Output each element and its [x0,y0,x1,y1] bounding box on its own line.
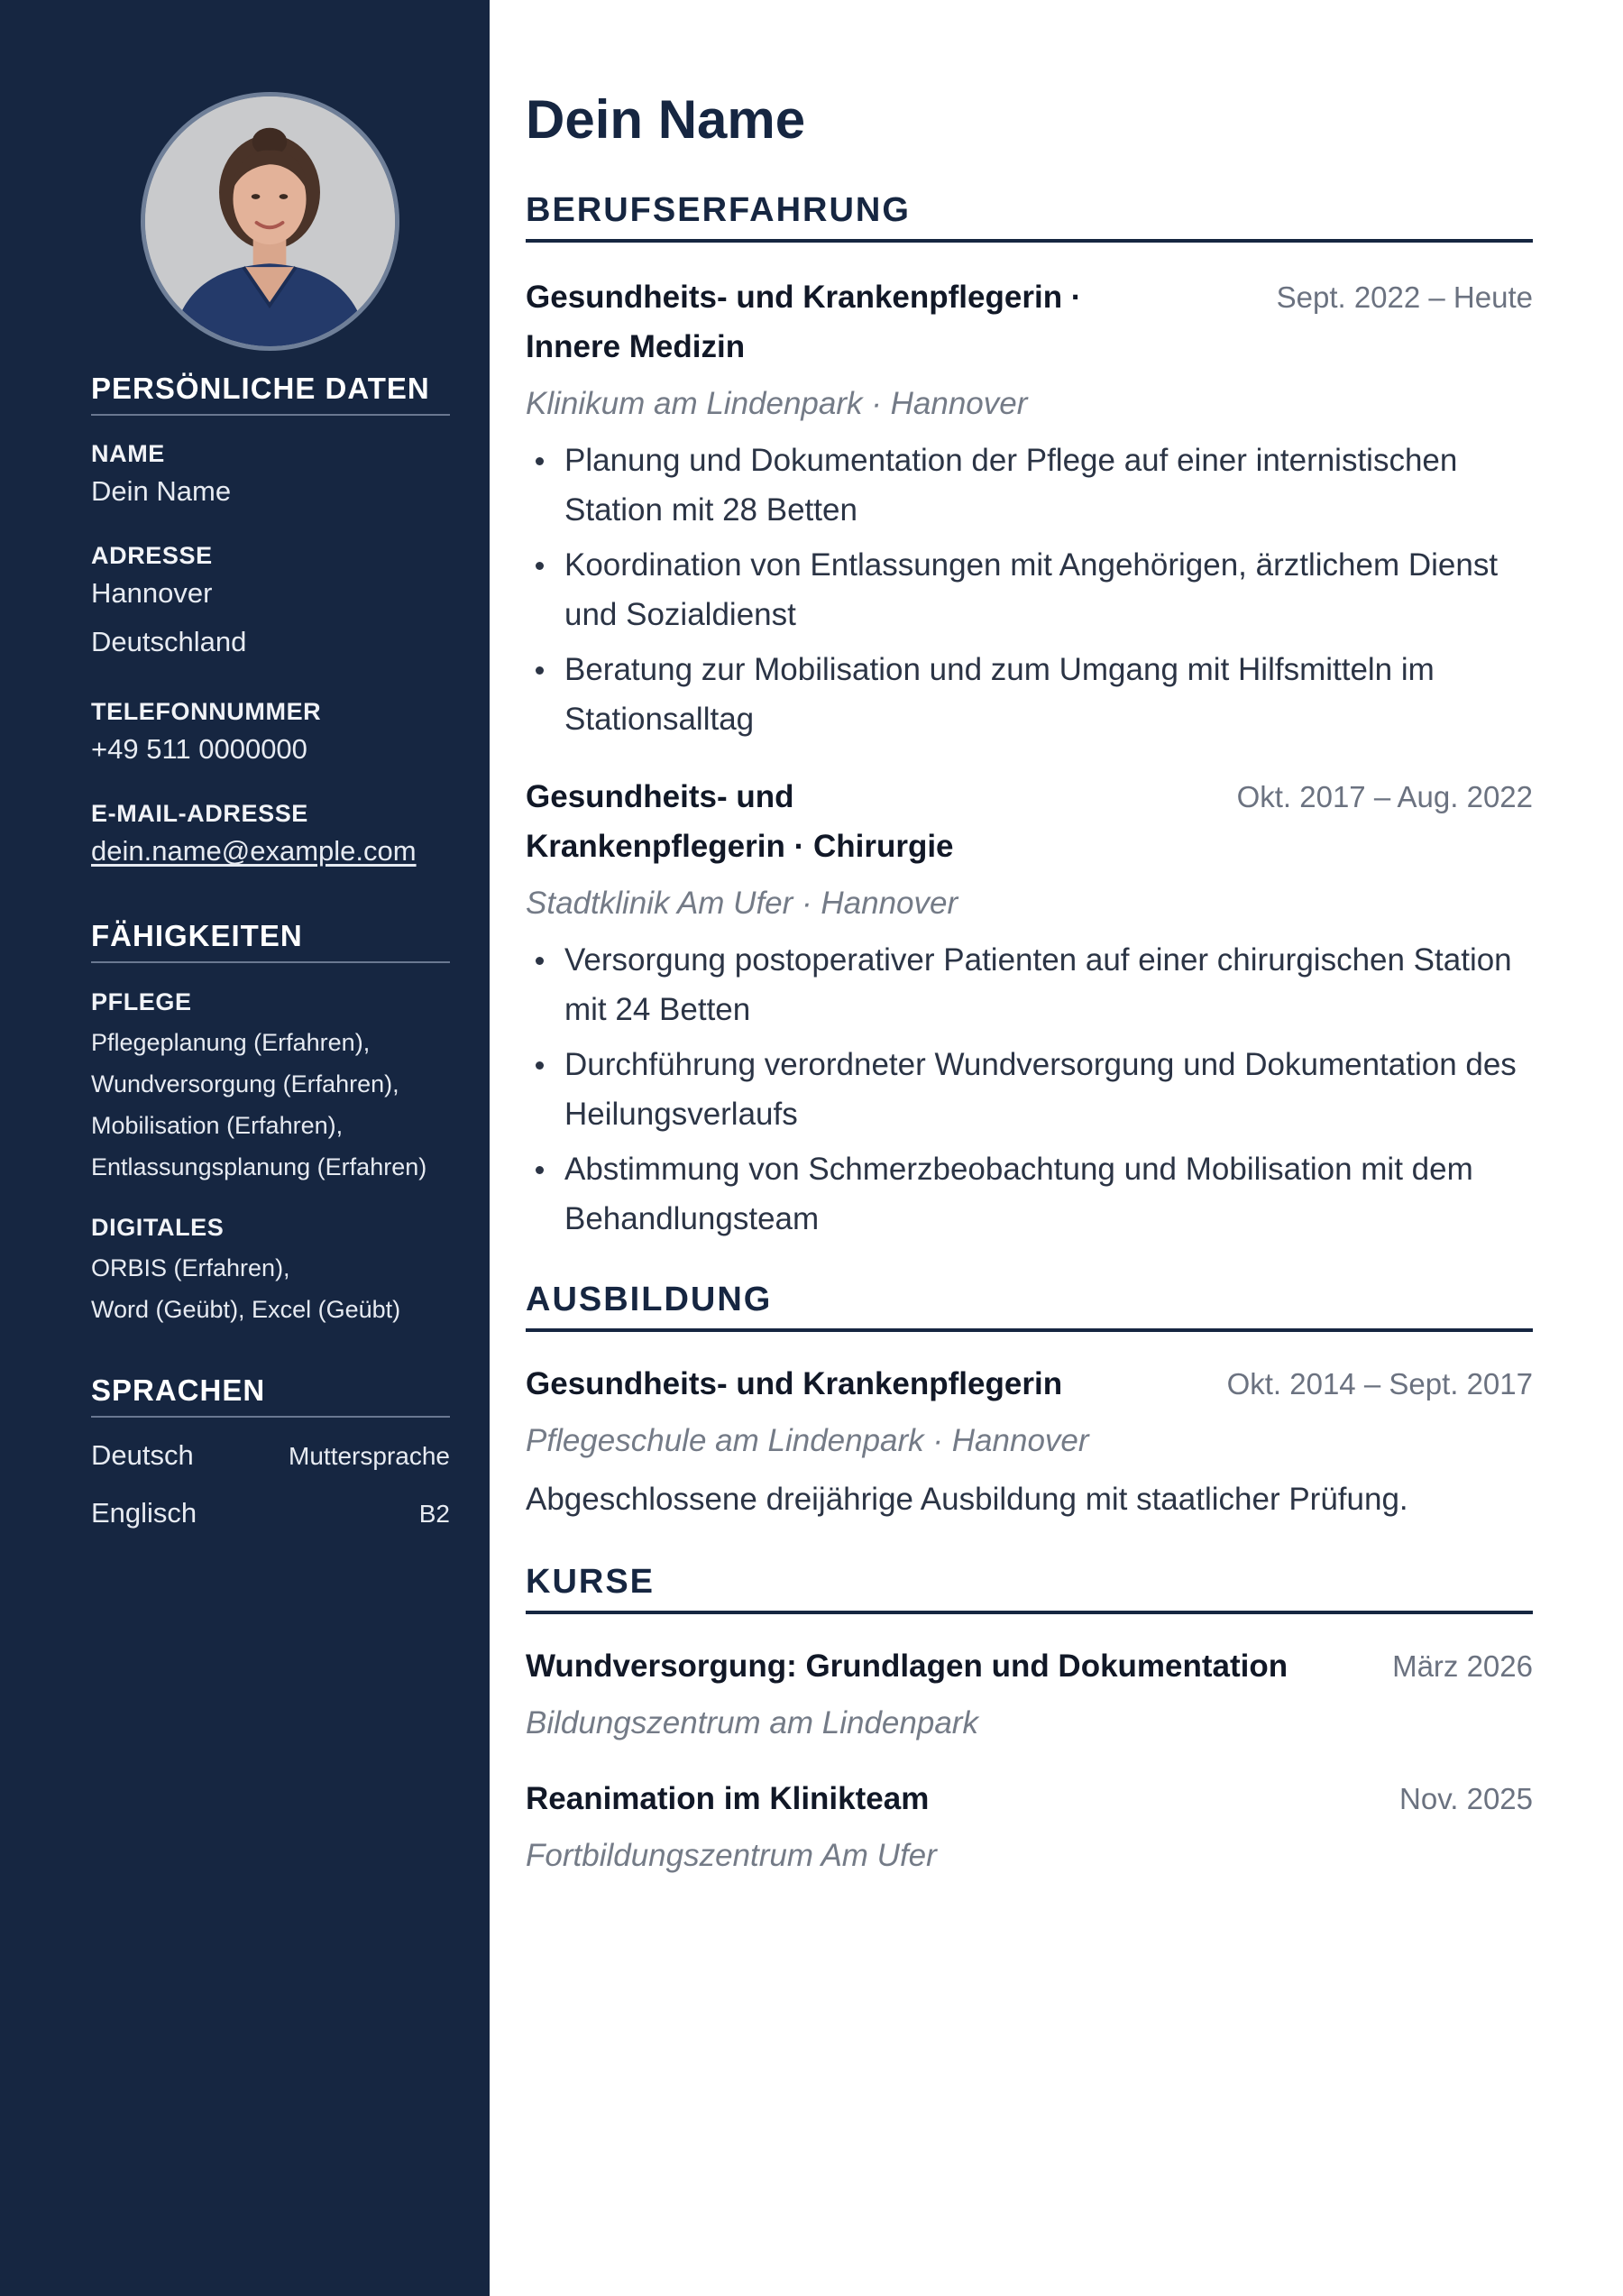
languages-heading: SPRACHEN [91,1373,450,1418]
entry-title: Gesundheits- und Krankenpflegerin [526,1366,1063,1401]
sidebar [0,0,490,2296]
skill-group-digitales [91,1214,450,1330]
personal-data-heading: PERSÖNLICHE DATEN [91,372,450,416]
address-line-1: Hannover [91,577,213,609]
experience-entry [526,272,1533,749]
entry-organization: Stadtklinik Am Ufer · Hannover [526,886,958,921]
language-name: Deutsch [91,1439,194,1471]
phone-value: +49 511 0000000 [91,733,307,765]
experience-entry [526,772,1533,1249]
phone-label: TELEFONNUMMER [91,698,322,725]
skill-line: Wundversorgung (Erfahren), [91,1070,399,1097]
entry-title-line: Innere Medizin [526,329,746,364]
education-section [526,1281,1533,1332]
entry-description: Abgeschlossene dreijährige Ausbildung mit staatlicher Prüfung. [526,1482,1408,1517]
entry-bullets [526,436,1533,744]
skill-line: Word (Geübt), Excel (Geübt) [91,1296,401,1323]
entry-organization: Klinikum am Lindenpark · Hannover [526,386,1028,421]
list-item: Versorgung postoperativer Patienten auf einer chirurgischen Station mit 24 Betten [526,935,1533,1034]
entry-title: Reanimation im Klinikteam [526,1781,930,1816]
entry-date: Nov. 2025 [1399,1782,1533,1815]
phone-field [91,698,450,766]
entry-organization: Pflegeschule am Lindenpark · Hannover [526,1423,1089,1458]
page-title: Dein Name [526,89,806,150]
address-line-2: Deutschland [91,626,247,657]
languages-section [91,1373,450,1418]
entry-date: Okt. 2014 – Sept. 2017 [1226,1367,1533,1401]
courses-heading: KURSE [526,1563,1533,1614]
email-link[interactable]: dein.name@example.com [91,835,417,867]
entry-date: März 2026 [1392,1649,1533,1683]
language-item [91,1497,450,1555]
entry-bullets [526,935,1533,1244]
course-entry [526,1641,1533,1748]
email-label: E-MAIL-ADRESSE [91,800,308,827]
list-item: Abstimmung von Schmerzbeobachtung und Mobilisation mit dem Behandlungsteam [526,1144,1533,1244]
name-field [91,440,450,508]
education-heading: AUSBILDUNG [526,1281,1533,1332]
education-entry [526,1359,1533,1524]
skill-group-label: DIGITALES [91,1214,225,1241]
entry-title: Wundversorgung: Grundlagen und Dokumentation [526,1649,1288,1684]
skill-line: Entlassungsplanung (Erfahren) [91,1153,427,1180]
entry-title-line: Krankenpflegerin · Chirurgie [526,829,954,864]
skill-group-label: PFLEGE [91,988,192,1015]
language-item [91,1439,450,1497]
skills-section [91,919,450,963]
address-label: ADRESSE [91,542,213,569]
entry-title [526,772,954,871]
entry-organization: Fortbildungszentrum Am Ufer [526,1838,937,1873]
language-level: B2 [418,1500,450,1528]
skills-heading: FÄHIGKEITEN [91,919,450,963]
main-content [526,0,1533,2296]
list-item: Koordination von Entlassungen mit Angehörigen, ärztlichem Dienst und Sozialdienst [526,540,1533,639]
skill-line: Pflegeplanung (Erfahren), [91,1029,371,1056]
entry-title [526,272,1081,372]
languages-list [91,1439,450,1555]
profile-photo [141,92,399,351]
experience-heading: BERUFSERFAHRUNG [526,191,1533,243]
language-name: Englisch [91,1497,197,1529]
list-item: Beratung zur Mobilisation und zum Umgang mit Hilfsmitteln im Stationsalltag [526,645,1533,744]
address-field [91,542,450,658]
entry-organization: Bildungszentrum am Lindenpark [526,1705,978,1740]
courses-section [526,1563,1533,1614]
language-level: Muttersprache [289,1442,450,1470]
profile-photo-image [145,96,395,346]
entry-title-line: Gesundheits- und Krankenpflegerin · [526,280,1082,315]
skill-line: Mobilisation (Erfahren), [91,1112,344,1139]
name-label: NAME [91,440,165,467]
personal-data-section [91,372,450,416]
entry-title-line: Gesundheits- und [526,779,794,814]
experience-section [526,191,1533,243]
course-entry [526,1774,1533,1880]
entry-date: Okt. 2017 – Aug. 2022 [1236,780,1533,813]
list-item: Durchführung verordneter Wundversorgung und Dokumentation des Heilungsverlaufs [526,1040,1533,1139]
list-item: Planung und Dokumentation der Pflege auf einer internistischen Station mit 28 Betten [526,436,1533,535]
skill-group-pflege [91,988,450,1188]
email-field [91,800,450,868]
entry-date: Sept. 2022 – Heute [1276,280,1533,314]
skill-line: ORBIS (Erfahren), [91,1254,290,1281]
name-value: Dein Name [91,475,232,507]
